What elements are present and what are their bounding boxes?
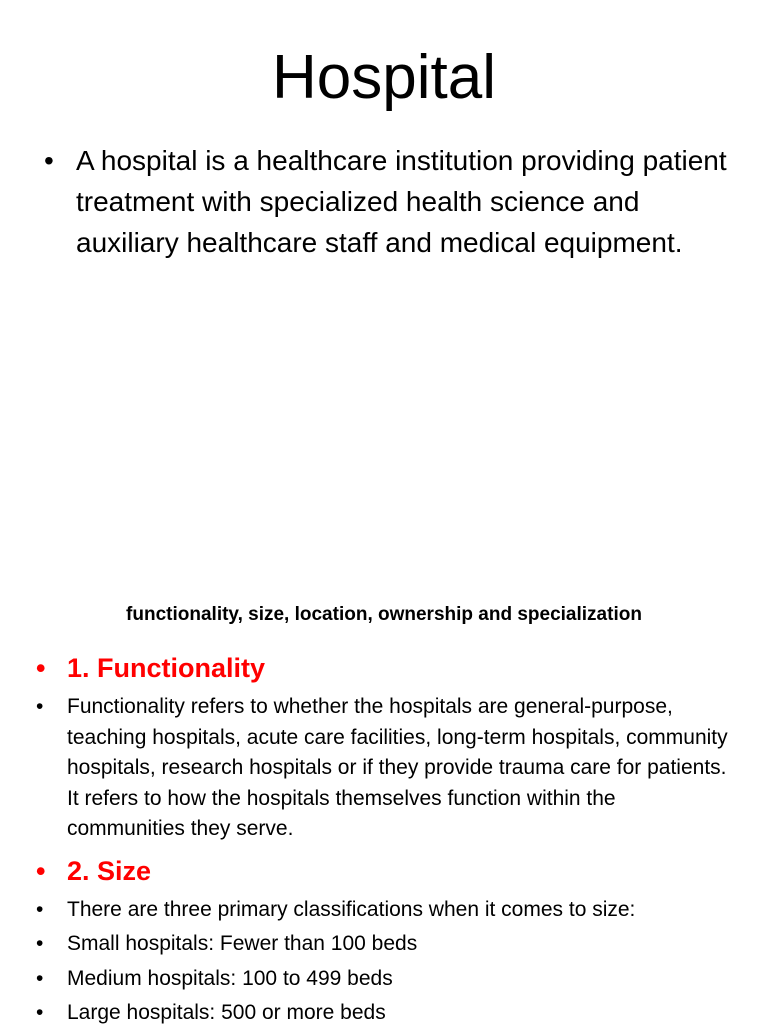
size-item-text: Large hospitals: 500 or more beds [67, 1001, 386, 1024]
functionality-heading-item [36, 648, 736, 688]
size-item [36, 895, 736, 926]
size-item-text: Medium hospitals: 100 to 499 beds [67, 966, 393, 990]
size-item [36, 964, 736, 995]
bullet-icon: • [36, 897, 44, 921]
slide-title: Hospital [272, 43, 496, 112]
bullet-icon: • [36, 932, 44, 955]
bullet-icon: • [36, 966, 44, 990]
section-subtitle: functionality, size, location, ownership and specialization [126, 604, 642, 625]
bullet-icon: • [36, 855, 46, 886]
size-item-text: There are three primary classifications when it comes to size: [67, 897, 636, 921]
intro-item [44, 140, 734, 263]
functionality-body: Functionality refers to whether the hospitals are general-purpose, teaching hospitals, acute care facilities, long-term hospitals, community hospitals, research hospitals or if they provide trauma care for patients. It refers to how the hospitals themselves function within the communities they serve. [67, 695, 728, 840]
intro-text: A hospital is a healthcare institution providing patient treatment with specialized health science and auxiliary healthcare staff and medical equipment. [76, 145, 727, 258]
bullet-icon: • [36, 653, 46, 683]
functionality-heading: 1. Functionality [67, 653, 266, 683]
size-item [36, 929, 736, 960]
functionality-body-item [36, 692, 736, 845]
bullet-icon: • [36, 1001, 44, 1024]
size-heading-item [36, 851, 736, 891]
intro-list [44, 140, 734, 263]
bullet-icon: • [36, 695, 44, 718]
bullet-icon: • [44, 145, 54, 176]
size-heading: 2. Size [67, 855, 152, 886]
size-item-text: Small hospitals: Fewer than 100 beds [67, 932, 418, 955]
section-list [36, 648, 736, 1033]
